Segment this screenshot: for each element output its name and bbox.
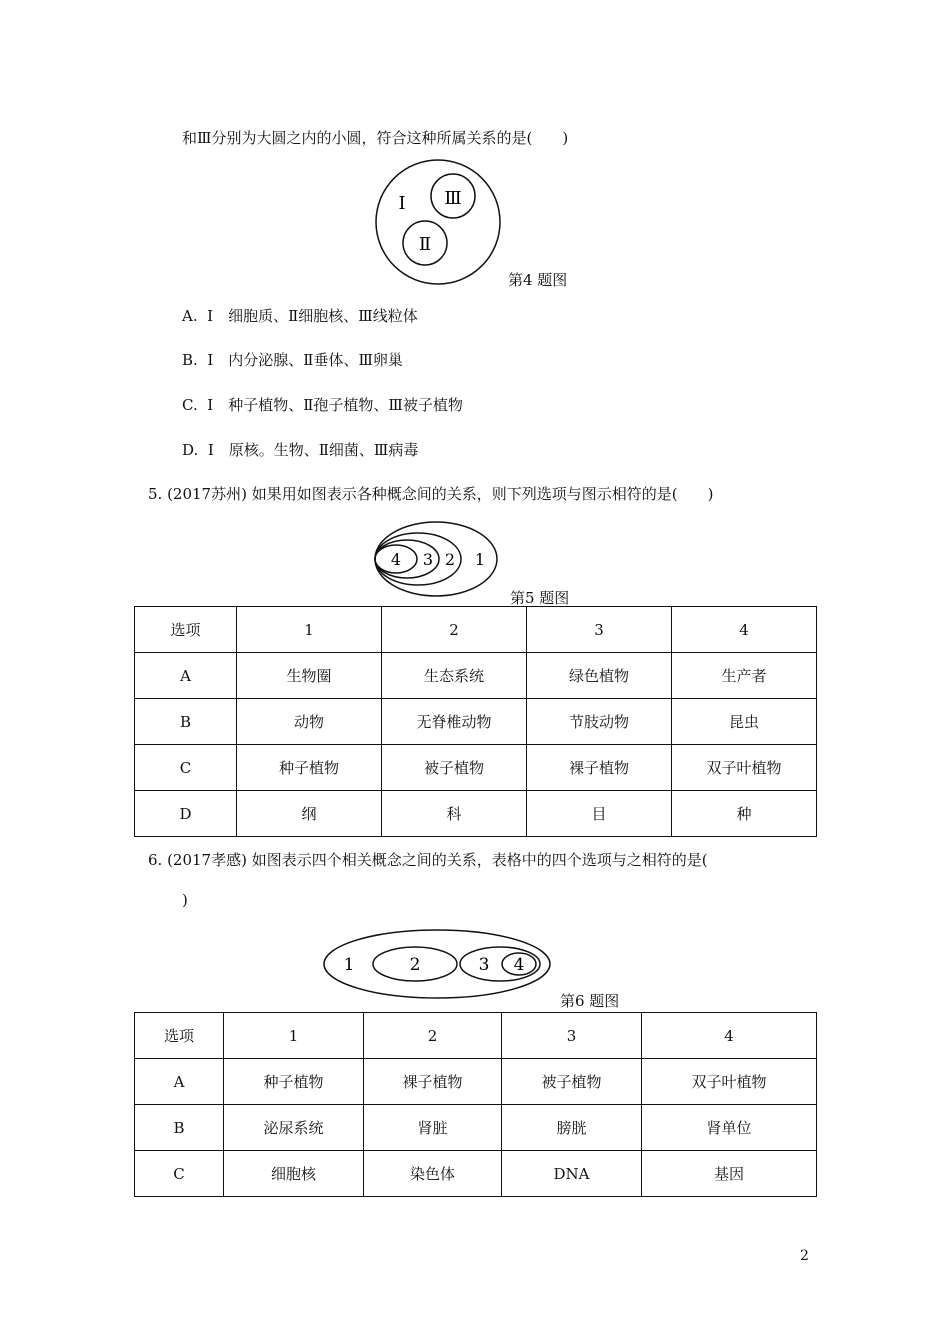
table-cell: 科 [382, 791, 527, 837]
table-cell: 绿色植物 [527, 653, 672, 699]
q5-label-4: 4 [390, 550, 402, 569]
q6-label-3: 3 [478, 955, 490, 975]
table-header-cell: 3 [527, 607, 672, 653]
table-row [135, 1059, 817, 1105]
table-cell: 肾脏 [364, 1105, 502, 1151]
table-cell: 动物 [237, 699, 382, 745]
table-cell: 生物圈 [237, 653, 382, 699]
q4-option-b: B. Ⅰ 内分泌腺、Ⅱ垂体、Ⅲ卵巢 [182, 351, 403, 369]
table-cell: C [135, 745, 237, 791]
table-cell: B [135, 1105, 224, 1151]
table-cell: DNA [502, 1151, 642, 1197]
table-cell: 生产者 [672, 653, 817, 699]
q4-venn-diagram [370, 165, 505, 285]
table-cell: 染色体 [364, 1151, 502, 1197]
page-number: 2 [800, 1248, 809, 1264]
table-cell: 种子植物 [224, 1059, 364, 1105]
table-cell: 昆虫 [672, 699, 817, 745]
q4-stem: 和Ⅲ分别为大圆之内的小圆，符合这种所属关系的是( ) [182, 129, 569, 147]
table-cell: B [135, 699, 237, 745]
table-header-cell: 2 [364, 1013, 502, 1059]
table-header-cell: 1 [237, 607, 382, 653]
table-header-row [135, 607, 817, 653]
table-row [135, 791, 817, 837]
table-cell: 无脊椎动物 [382, 699, 527, 745]
table-cell: 双子叶植物 [642, 1059, 817, 1105]
table-cell: 种 [672, 791, 817, 837]
table-header-row [135, 1013, 817, 1059]
q6-caption: 第6 题图 [560, 992, 620, 1010]
q4-label-3: Ⅲ [444, 188, 462, 209]
q4-label-2: Ⅱ [418, 234, 432, 255]
table-header-cell: 2 [382, 607, 527, 653]
table-cell: 裸子植物 [527, 745, 672, 791]
table-cell: 基因 [642, 1151, 817, 1197]
table-cell: 种子植物 [237, 745, 382, 791]
table-header-cell: 4 [642, 1013, 817, 1059]
table-cell: 被子植物 [382, 745, 527, 791]
q5-caption: 第5 题图 [510, 589, 570, 607]
table-row [135, 699, 817, 745]
table-cell: 双子叶植物 [672, 745, 817, 791]
table-header-cell: 选项 [135, 1013, 224, 1059]
q5-label-2: 2 [444, 550, 456, 569]
q5-nested-ellipses [372, 522, 502, 600]
table-cell: 泌尿系统 [224, 1105, 364, 1151]
table-cell: 裸子植物 [364, 1059, 502, 1105]
q4-option-c: C. Ⅰ 种子植物、Ⅱ孢子植物、Ⅲ被子植物 [182, 396, 463, 414]
table-cell: D [135, 791, 237, 837]
table-cell: 目 [527, 791, 672, 837]
q5-table [134, 606, 817, 837]
q5-label-1: 1 [474, 550, 486, 569]
q6-label-4: 4 [513, 955, 525, 975]
table-row [135, 745, 817, 791]
table-cell: 节肢动物 [527, 699, 672, 745]
table-header-cell: 1 [224, 1013, 364, 1059]
table-cell: 生态系统 [382, 653, 527, 699]
q6-label-2: 2 [409, 955, 421, 975]
q6-stem-line1: 6. (2017孝感) 如图表示四个相关概念之间的关系，表格中的四个选项与之相符的是( [148, 851, 708, 869]
table-cell: 纲 [237, 791, 382, 837]
q4-label-1: Ⅰ [398, 193, 406, 214]
table-row [135, 1151, 817, 1197]
table-cell: 被子植物 [502, 1059, 642, 1105]
q4-option-a: A. Ⅰ 细胞质、Ⅱ细胞核、Ⅲ线粒体 [182, 307, 418, 325]
q5-label-3: 3 [422, 550, 434, 569]
q4-option-d: D. Ⅰ 原核。生物、Ⅱ细菌、Ⅲ病毒 [182, 441, 419, 459]
table-row [135, 653, 817, 699]
table-cell: A [135, 1059, 224, 1105]
q4-caption: 第4 题图 [508, 271, 568, 289]
table-cell: 肾单位 [642, 1105, 817, 1151]
table-cell: A [135, 653, 237, 699]
table-row [135, 1105, 817, 1151]
table-cell: 细胞核 [224, 1151, 364, 1197]
q6-ellipse-diagram [322, 928, 557, 1000]
table-cell: C [135, 1151, 224, 1197]
q6-stem-line2: ) [182, 891, 188, 909]
table-header-cell: 3 [502, 1013, 642, 1059]
table-header-cell: 4 [672, 607, 817, 653]
q6-label-1: 1 [343, 955, 355, 975]
table-header-cell: 选项 [135, 607, 237, 653]
table-cell: 膀胱 [502, 1105, 642, 1151]
q5-stem: 5. (2017苏州) 如果用如图表示各种概念间的关系，则下列选项与图示相符的是( ) [148, 485, 714, 503]
q6-table [134, 1012, 817, 1197]
